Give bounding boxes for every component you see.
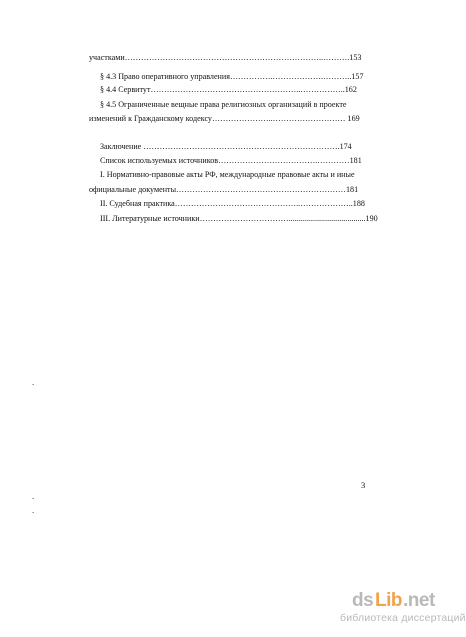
toc-line-religious-orgs: § 4.5 Ограниченные вещные права религиозных организаций в проекте [100, 100, 347, 109]
watermark-ds: ds [352, 590, 374, 611]
toc-line-sources: Список используемых источников……………………………….…………181 [100, 156, 362, 165]
page-number: 3 [361, 480, 366, 490]
watermark-net: .net [403, 590, 435, 611]
watermark-tagline: библиотека диссертаций [340, 612, 466, 624]
toc-line-operational-management: § 4.3 Право оперативного управления…………….……………….………..157 [100, 72, 364, 81]
toc-line-literature: III. Литературные источники……………………………......................................190 [100, 214, 378, 223]
toc-line-official-documents: официальные документы………………………………………………………181 [89, 185, 359, 194]
stray-mark: . [32, 505, 35, 515]
toc-line-civil-code-changes: изменений к Гражданскому кодексу…………………..……………………… 169 [89, 114, 360, 123]
toc-line-normative-acts: I. Нормативно-правовые акты РФ, международные правовые акты и иные [100, 170, 355, 179]
toc-line-judicial-practice: II. Судебная практика………………………………………..………………..188 [100, 199, 365, 208]
toc-line-servitude: § 4.4 Сервитут………………………………………………..……………..162 [100, 85, 357, 94]
toc-line-conclusion: Заключение ……………………………………………………………….174 [100, 142, 352, 151]
stray-mark: . [32, 377, 35, 387]
watermark-logo [340, 590, 466, 628]
watermark-lib: Lib [375, 590, 402, 611]
toc-line-participants: участками………………………………………………………………..……….153 [89, 53, 362, 62]
stray-mark: . [32, 491, 35, 501]
